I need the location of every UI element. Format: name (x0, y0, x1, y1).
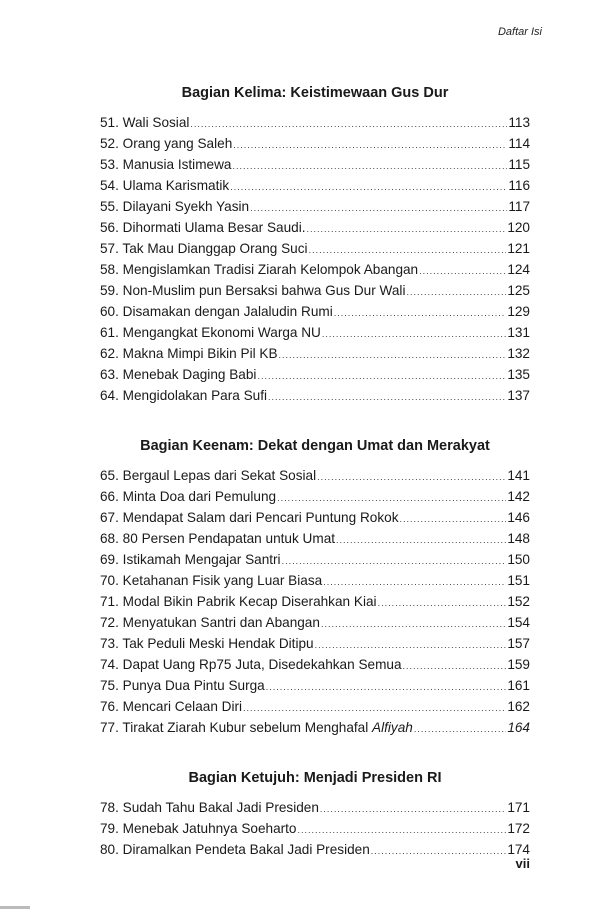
toc-entry-page: 113 (508, 115, 530, 130)
toc-entry-title (100, 259, 418, 280)
toc-entry[interactable] (100, 238, 530, 259)
dot-leader (309, 240, 507, 261)
toc-entry-title (100, 675, 265, 696)
toc-entry[interactable] (100, 322, 530, 343)
toc-entry-title (100, 465, 316, 486)
dot-leader (315, 635, 507, 656)
toc-entry-title-text: 66. Minta Doa dari Pemulung (100, 489, 277, 504)
dot-leader (232, 156, 507, 177)
toc-entry-title-text: 80. Diramalkan Pendeta Bakal Jadi Presiden (100, 842, 370, 857)
toc-entry[interactable] (100, 797, 530, 818)
dot-leader (378, 593, 507, 614)
toc-entry-title (100, 301, 333, 322)
dot-leader (307, 219, 507, 240)
toc-entry-page: 164 (507, 720, 530, 735)
toc-entry-page: 162 (507, 699, 530, 714)
toc-entry-title-italic: Alfiyah (372, 720, 413, 735)
toc-entry-title (100, 133, 232, 154)
toc-entry-page: 142 (507, 489, 530, 504)
toc-entry-page: 114 (508, 136, 530, 151)
toc-entry-title-text: 71. Modal Bikin Pabrik Kecap Diserahkan Kiai (100, 594, 377, 609)
toc-entry-title (100, 654, 402, 675)
dot-leader (406, 282, 506, 303)
toc-entry[interactable] (100, 112, 530, 133)
dot-leader (282, 551, 507, 572)
toc-entry-page: 115 (508, 157, 530, 172)
toc-entry-title-text: 68. 80 Persen Pendapatan untuk Umat (100, 531, 336, 546)
dot-leader (190, 114, 507, 135)
toc-entry-page: 121 (507, 241, 530, 256)
toc-entry-title (100, 570, 322, 591)
dot-leader (419, 261, 506, 282)
toc-entry-page: 132 (507, 346, 530, 361)
toc-entry[interactable] (100, 217, 530, 238)
table-of-contents (100, 83, 530, 890)
dot-leader (321, 614, 506, 635)
toc-entry-title-text: 62. Makna Mimpi Bikin Pil KB (100, 346, 278, 361)
dot-leader (233, 135, 507, 156)
dot-leader (371, 841, 507, 862)
toc-entry[interactable] (100, 385, 530, 406)
toc-entry-page: 125 (507, 283, 530, 298)
toc-entry[interactable] (100, 280, 530, 301)
toc-entry-title-text: 77. Tirakat Ziarah Kubur sebelum Menghafal (100, 720, 373, 735)
toc-entry-page: 174 (507, 842, 530, 857)
toc-entry-title-text: 76. Mencari Celaan Diri (100, 699, 243, 714)
toc-entry-title (100, 343, 278, 364)
dot-leader (277, 488, 506, 509)
toc-entry-page: 146 (507, 510, 530, 525)
toc-entry-title-text: 53. Manusia Istimewa (100, 157, 232, 172)
toc-entry-page: 117 (508, 199, 530, 214)
toc-entry-title (100, 112, 189, 133)
dot-leader (323, 572, 506, 593)
toc-entry[interactable] (100, 133, 530, 154)
toc-entry-title (100, 528, 335, 549)
dot-leader (317, 467, 506, 488)
toc-entry[interactable] (100, 196, 530, 217)
toc-entry-page: 129 (507, 304, 530, 319)
dot-leader (268, 387, 506, 408)
toc-entry-page: 135 (507, 367, 530, 382)
toc-entry[interactable] (100, 549, 530, 570)
toc-entry[interactable] (100, 591, 530, 612)
dot-leader (279, 345, 507, 366)
dot-leader (230, 177, 507, 198)
toc-entry-title-text: 74. Dapat Uang Rp75 Juta, Disedekahkan Semua (100, 657, 402, 672)
toc-entry-title (100, 175, 229, 196)
toc-entry-title (100, 507, 399, 528)
toc-entry-page: 141 (507, 468, 530, 483)
toc-entry-title (100, 486, 276, 507)
page-number: vii (515, 856, 530, 871)
toc-entry-title-text: 78. Sudah Tahu Bakal Jadi Presiden (100, 800, 319, 815)
toc-entry[interactable] (100, 301, 530, 322)
dot-leader (298, 820, 507, 841)
toc-entry[interactable] (100, 717, 530, 738)
dot-leader (403, 656, 507, 677)
toc-entry-title-text: 56. Dihormati Ulama Besar Saudi. (100, 220, 306, 235)
toc-entry-title-text: 79. Menebak Jatuhnya Soeharto (100, 821, 297, 836)
toc-entry-page: 124 (507, 262, 530, 277)
toc-entry[interactable] (100, 675, 530, 696)
toc-entry[interactable] (100, 528, 530, 549)
toc-entry-title-text: 64. Mengidolakan Para Sufi (100, 388, 268, 403)
section-title: Bagian Ketujuh: Menjadi Presiden RI (188, 770, 442, 786)
section-title: Bagian Kelima: Keistimewaan Gus Dur (181, 85, 449, 101)
toc-entry-title-text: 57. Tak Mau Dianggap Orang Suci (100, 241, 308, 256)
toc-entry-title-text: 63. Menebak Daging Babi (100, 367, 257, 382)
toc-entry-title (100, 717, 413, 738)
toc-entry-title-text: 72. Menyatukan Santri dan Abangan (100, 615, 320, 630)
toc-section (100, 768, 530, 860)
toc-entry-page: 157 (507, 636, 530, 651)
toc-entry[interactable] (100, 633, 530, 654)
section-title: Bagian Keenam: Dekat dengan Umat dan Merakyat (140, 438, 490, 454)
toc-entry-page: 152 (507, 594, 530, 609)
toc-entry-title-text: 54. Ulama Karismatik (100, 178, 230, 193)
toc-entry-title (100, 839, 370, 860)
toc-section (100, 436, 530, 738)
toc-entry[interactable] (100, 570, 530, 591)
dot-leader (414, 719, 506, 740)
toc-entry[interactable] (100, 175, 530, 196)
toc-entry-page: 148 (507, 531, 530, 546)
dot-leader (266, 677, 507, 698)
toc-entry-title-text: 58. Mengislamkan Tradisi Ziarah Kelompok Abangan (100, 262, 419, 277)
toc-entry-page: 137 (507, 388, 530, 403)
toc-entry[interactable] (100, 818, 530, 839)
toc-entry-title-text: 65. Bergaul Lepas dari Sekat Sosial (100, 468, 317, 483)
toc-entry-title (100, 154, 231, 175)
toc-entry-title (100, 797, 319, 818)
toc-entry[interactable] (100, 654, 530, 675)
toc-entry-title-text: 55. Dilayani Syekh Yasin (100, 199, 250, 214)
toc-entry-page: 131 (507, 325, 530, 340)
dot-leader (250, 198, 507, 219)
dot-leader (320, 799, 506, 820)
toc-entry-title-text: 51. Wali Sosial (100, 115, 190, 130)
toc-entry-page: 151 (507, 573, 530, 588)
toc-entry[interactable] (100, 343, 530, 364)
dot-leader (257, 366, 506, 387)
toc-entry-title-text: 67. Mendapat Salam dari Pencari Puntung Rokok (100, 510, 399, 525)
dot-leader (336, 530, 506, 551)
toc-entry-title-text: 59. Non-Muslim pun Bersaksi bahwa Gus Dur Wali (100, 283, 406, 298)
dot-leader (243, 698, 506, 719)
toc-entry-title (100, 322, 321, 343)
toc-entry-title-text: 70. Ketahanan Fisik yang Luar Biasa (100, 573, 323, 588)
toc-entry[interactable] (100, 696, 530, 717)
toc-entry-title (100, 591, 377, 612)
toc-entry-page: 120 (507, 220, 530, 235)
toc-entry-page: 171 (507, 800, 530, 815)
toc-entry-title (100, 696, 242, 717)
toc-entry-page: 172 (507, 821, 530, 836)
toc-entry[interactable] (100, 486, 530, 507)
toc-entry-title-text: 52. Orang yang Saleh (100, 136, 233, 151)
toc-entry-title (100, 612, 320, 633)
running-head: Daftar Isi (497, 26, 542, 38)
toc-entry-page: 154 (507, 615, 530, 630)
toc-entry-page: 161 (507, 678, 530, 693)
toc-entry[interactable] (100, 507, 530, 528)
toc-entry-page: 159 (507, 657, 530, 672)
toc-entry-title (100, 196, 249, 217)
toc-entry-page: 116 (508, 178, 530, 193)
toc-entry[interactable] (100, 154, 530, 175)
dot-leader (400, 509, 507, 530)
toc-entry-title (100, 364, 256, 385)
toc-entry-title-text: 75. Punya Dua Pintu Surga (100, 678, 265, 693)
toc-entry[interactable] (100, 259, 530, 280)
toc-entry-title (100, 238, 308, 259)
toc-entry-title (100, 818, 297, 839)
toc-entry-title-text: 61. Mengangkat Ekonomi Warga NU (100, 325, 321, 340)
toc-entry[interactable] (100, 839, 530, 860)
toc-entry[interactable] (100, 612, 530, 633)
toc-entry-title (100, 549, 281, 570)
toc-entry[interactable] (100, 364, 530, 385)
toc-entry-title (100, 280, 405, 301)
toc-entry[interactable] (100, 465, 530, 486)
toc-entry-title (100, 217, 306, 238)
toc-entry-title (100, 633, 314, 654)
toc-section (100, 83, 530, 406)
toc-entry-title-text: 69. Istikamah Mengajar Santri (100, 552, 281, 567)
toc-entry-title-text: 60. Disamakan dengan Jalaludin Rumi (100, 304, 333, 319)
toc-entry-title (100, 385, 267, 406)
dot-leader (334, 303, 507, 324)
dot-leader (322, 324, 506, 345)
toc-entry-page: 150 (507, 552, 530, 567)
toc-entry-title-text: 73. Tak Peduli Meski Hendak Ditipu (100, 636, 314, 651)
